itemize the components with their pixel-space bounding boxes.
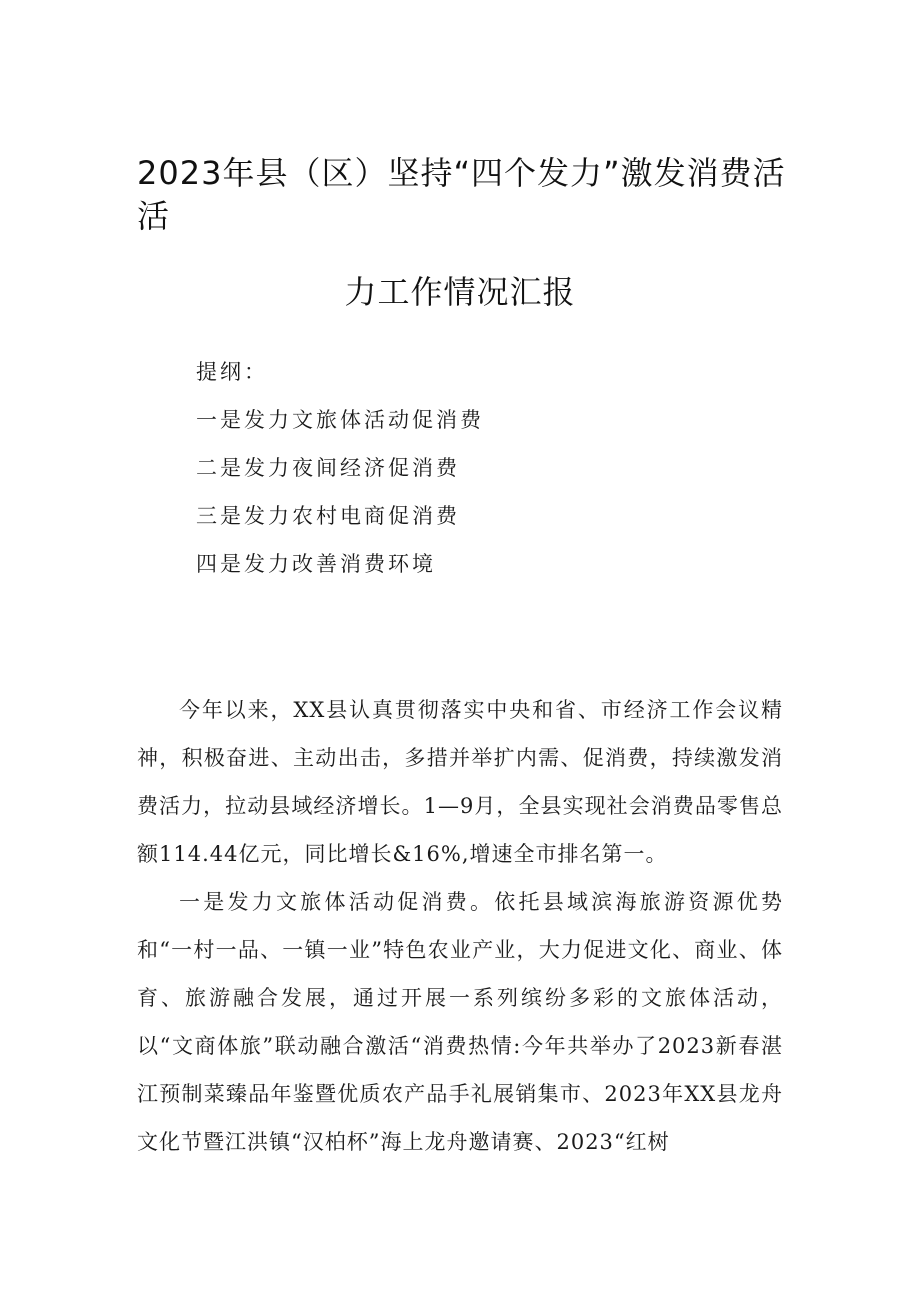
document-title-line-2: 活 <box>137 197 170 235</box>
outline-item: 三是发力农村电商促消费 <box>196 504 460 528</box>
document-title-line-3: 力工作情况汇报 <box>344 273 576 311</box>
body-paragraph-intro: 今年以来，XX县认真贯彻落实中央和省、市经济工作会议精神，积极奋进、主动出击，多措并举扩内需、促消费，持续激发消费活力，拉动县域经济增长。1—9月，全县实现社会消费品零售总额114.44亿元，同比增长&16%,增速全市排名第一。 <box>137 698 783 866</box>
body-paragraph-section-1: 一是发力文旅体活动促消费。依托县域滨海旅游资源优势和“一村一品、一镇一业”特色农业产业，大力促进文化、商业、体育、旅游融合发展，通过开展一系列缤纷多彩的文旅体活动，以“文商体旅”联动融合激活“消费热情:今年共举办了2023新春湛江预制菜臻品年鉴暨优质农产品手礼展销集市、2023年XX县龙舟文化节暨江洪镇“汉柏杯”海上龙舟邀请赛、2023“红树 <box>137 890 783 1154</box>
document-title-line-1: 2023年县（区）坚持“四个发力”激发消费活 <box>137 154 786 192</box>
outline-item: 一是发力文旅体活动促消费 <box>196 408 484 432</box>
outline-item: 四是发力改善消费环境 <box>196 552 436 576</box>
outline-item: 二是发力夜间经济促消费 <box>196 456 460 480</box>
outline-label: 提纲： <box>196 360 268 384</box>
